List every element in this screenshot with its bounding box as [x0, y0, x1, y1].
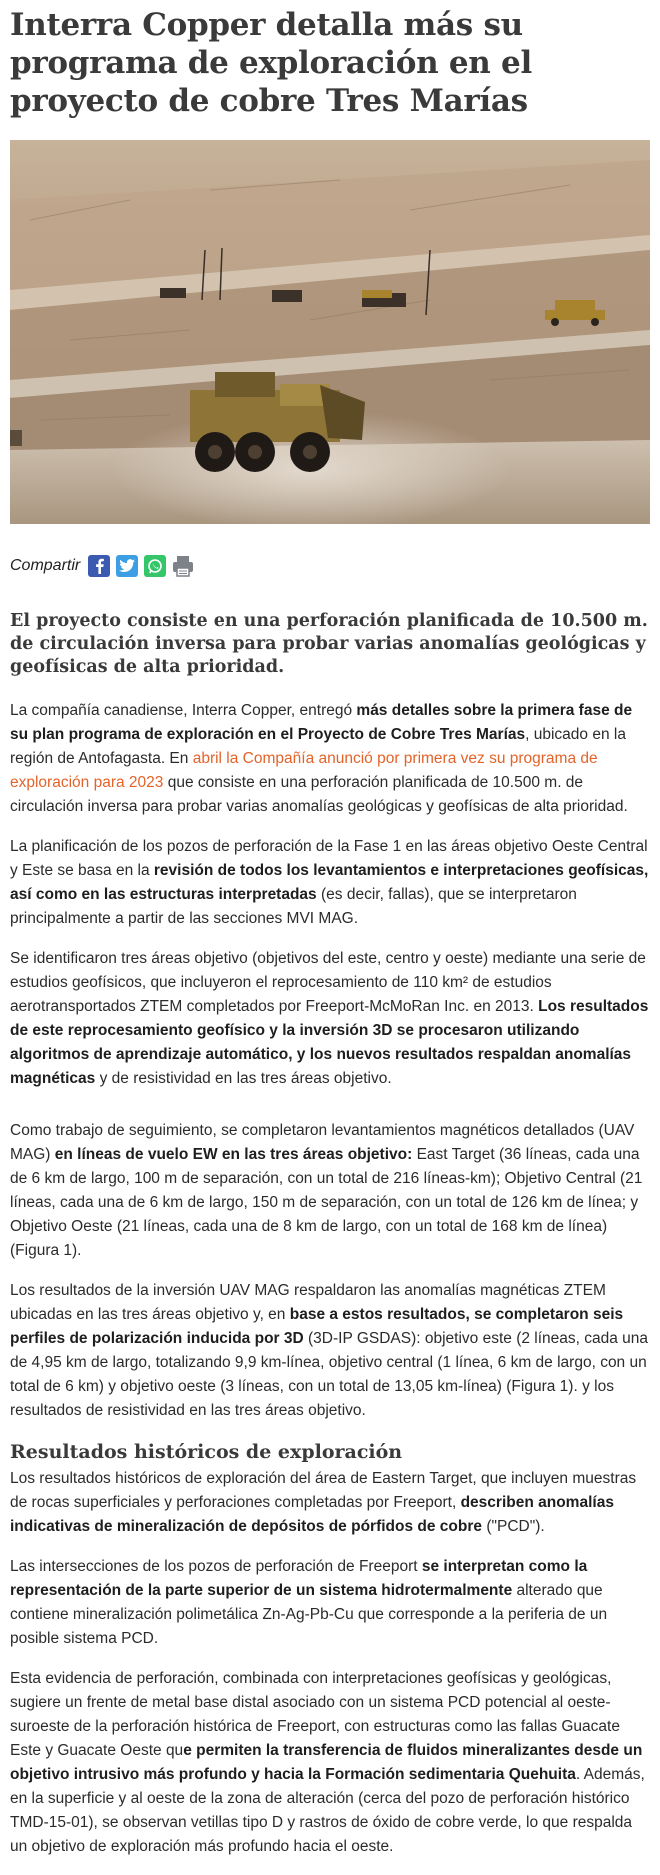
- text: East Target (36 líneas, cada una de 6 km de largo, 100 m de separación, con un total de 216 líneas-km); Objetivo Central (21 líneas, cada una de 6 km de largo, 150 m de separación, con un total de 126 km de línea; y Objetivo Oeste (21 líneas, cada una de 8 km de largo, con un total de 168 km de línea) (Figura 1).: [10, 1146, 643, 1259]
- text: (3D-IP GSDAS): objetivo este (2 líneas, cada una de 4,95 km de largo, totalizando 9,9 km-línea, objetivo central (1 línea, 6 km de largo, con un total de 6 km) y objetivo oeste (3 líneas, con un total de 13,05 km-línea) (Figura 1). y los resultados de resistividad en las tres áreas objetivo.: [10, 1330, 649, 1419]
- hero-image: [10, 140, 650, 524]
- text: alterado que contiene mineralización polimetálica Zn-Ag-Pb-Cu que corresponde a la periferia de un posible sistema PCD.: [10, 1582, 608, 1647]
- print-icon: [172, 555, 194, 577]
- paragraph-8: [10, 1667, 650, 1859]
- text: La compañía canadiense, Interra Copper, entregó: [10, 702, 357, 719]
- text: que consiste en una perforación planificada de 10.500 m. de circulación inversa para probar varias anomalías geológicas y geofísicas de alta prioridad.: [10, 774, 628, 815]
- bold-text: e permiten la transferencia de fluidos mineralizantes desde un objetivo intrusivo más profundo y hacia la Formación sedimentaria Quehuita: [10, 1742, 643, 1783]
- whatsapp-share-button[interactable]: [144, 555, 166, 577]
- text: ("PCD").: [482, 1518, 545, 1535]
- text: Las intersecciones de los pozos de perforación de Freeport: [10, 1558, 422, 1575]
- share-bar: [10, 552, 650, 580]
- text: La planificación de los pozos de perforación de la Fase 1 en las áreas objetivo Oeste Central y Este se basa en la: [10, 838, 648, 879]
- text: Se identificaron tres áreas objetivo (objetivos del este, centro y oeste) mediante una serie de estudios geofísicos, que incluyeron el reprocesamiento de 110 km² de estudios aerotransportados ZTEM completados por Freeport-McMoRan Inc. en 2013.: [10, 950, 646, 1015]
- text: Los resultados de la inversión UAV MAG respaldaron las anomalías magnéticas ZTEM ubicadas en las tres áreas objetivo y, en: [10, 1282, 606, 1323]
- article-title: Interra Copper detalla más su programa de exploración en el proyecto de cobre Tres Marías: [10, 7, 532, 119]
- bold-text: más detalles sobre la primera fase de su plan programa de exploración en el Proyecto de Cobre Tres Marías: [10, 702, 633, 743]
- facebook-icon: [93, 558, 105, 574]
- facebook-share-button[interactable]: [88, 555, 110, 577]
- paragraph-5: [10, 1279, 650, 1423]
- paragraph-7: [10, 1555, 650, 1651]
- text: y de resistividad en las tres áreas objetivo.: [95, 1070, 392, 1087]
- share-label: Compartir: [10, 557, 81, 574]
- bold-text: se interpretan como la representación de la parte superior de un sistema hidrotermalmente: [10, 1558, 588, 1599]
- section-heading: Resultados históricos de exploración: [10, 1441, 403, 1463]
- twitter-share-button[interactable]: [116, 555, 138, 577]
- bold-text: base a estos resultados, se completaron seis perfiles de polarización inducida por 3D: [10, 1306, 624, 1347]
- text: (es decir, fallas), que se interpretaron principalmente a partir de las secciones MVI MAG.: [10, 886, 577, 927]
- bold-text: describen anomalías indicativas de mineralización de depósitos de pórfidos de cobre: [10, 1494, 614, 1535]
- bold-text: revisión de todos los levantamientos e interpretaciones geofísicas, así como en las estructuras interpretadas: [10, 862, 649, 903]
- article-lead: El proyecto consiste en una perforación planificada de 10.500 m. de circulación inversa para probar varias anomalías geológicas y geofísicas de alta prioridad.: [10, 611, 648, 677]
- article: [0, 6, 660, 1859]
- paragraph-1: [10, 699, 650, 819]
- paragraph-6: [10, 1467, 650, 1539]
- text: . Además, en la superficie y al oeste de la zona de alteración (cerca del pozo de perforación histórico TMD-15-01), se observan vetillas tipo D y rastros de óxido de cobre verde, lo que respalda un objetivo de exploración más profundo hacia el oeste.: [10, 1766, 645, 1855]
- text: , ubicado en la región de Antofagasta. En: [10, 726, 626, 767]
- paragraph-2: [10, 835, 650, 931]
- bold-text: en líneas de vuelo EW en las tres áreas objetivo:: [54, 1146, 413, 1163]
- announcement-link[interactable]: abril la Compañía anunció por primera vez su programa de exploración para 2023: [10, 750, 598, 791]
- paragraph-3: [10, 947, 650, 1091]
- bold-text: Los resultados de este reprocesamiento geofísico y la inversión 3D se procesaron utilizando algoritmos de aprendizaje automático, y los nuevos resultados respaldan anomalías magnéticas: [10, 998, 649, 1087]
- whatsapp-icon: [147, 558, 163, 574]
- text: Como trabajo de seguimiento, se completaron levantamientos magnéticos detallados (UAV MAG): [10, 1122, 635, 1163]
- paragraph-4: [10, 1119, 650, 1263]
- text: Los resultados históricos de exploración del área de Eastern Target, que incluyen muestras de rocas superficiales y perforaciones completadas por Freeport,: [10, 1470, 637, 1511]
- twitter-icon: [119, 559, 135, 573]
- print-button[interactable]: [172, 555, 194, 577]
- text: Esta evidencia de perforación, combinada con interpretaciones geofísicas y geológicas, sugiere un frente de metal base distal asociado con un sistema PCD potencial al oeste-suroeste de la perforación histórica de Freeport, con estructuras como las fallas Guacate Este y Guacate Oeste qu: [10, 1670, 620, 1759]
